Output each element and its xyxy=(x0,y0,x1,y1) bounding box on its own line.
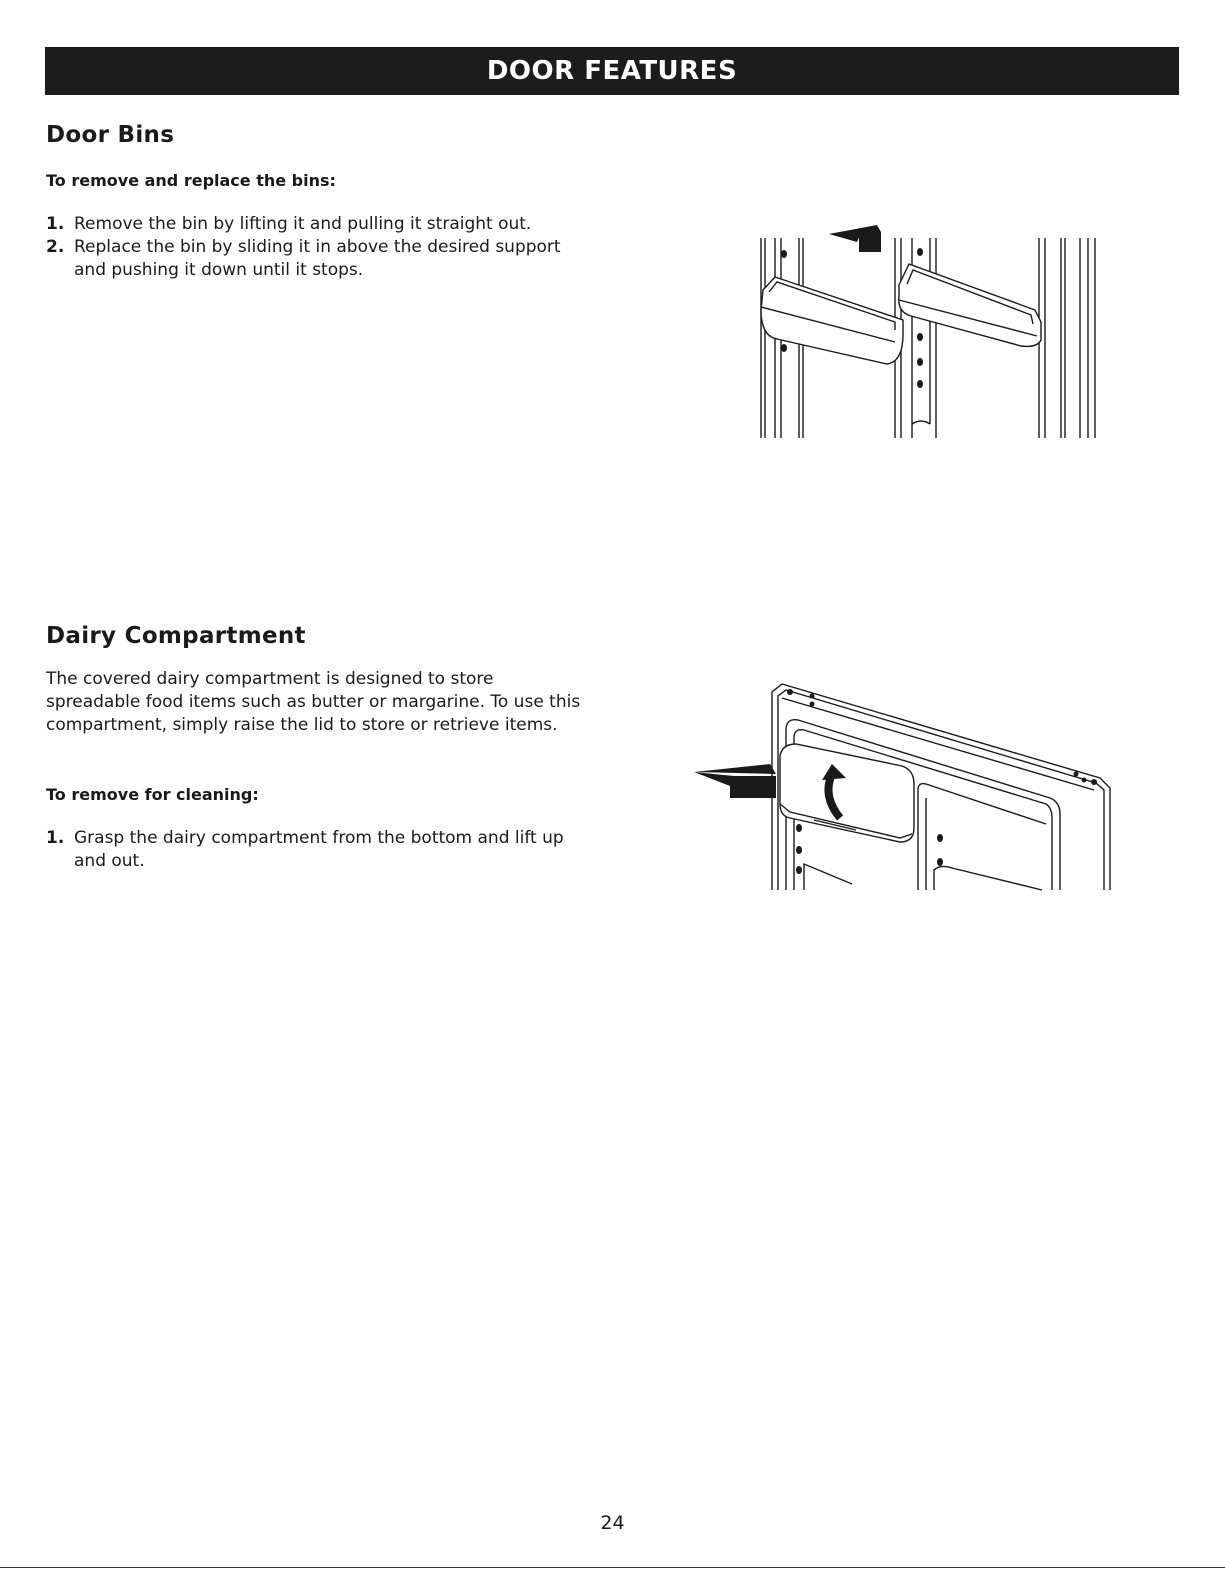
step-number: 2. xyxy=(46,237,65,257)
step-number: 1. xyxy=(46,214,65,234)
step-text: Remove the bin by lifting it and pulling it straight out. xyxy=(74,214,532,234)
dairy-paragraph: The covered dairy compartment is designed to store spreadable food items such as butter or margarine. To use this compartment, simply raise the lid to store or retrieve items. xyxy=(46,669,581,735)
door-bins-heading: Door Bins xyxy=(46,122,175,148)
list-item xyxy=(46,213,591,236)
step-text: Replace the bin by sliding it in above the desired support and pushing it down until it stops. xyxy=(74,237,561,280)
dairy-steps xyxy=(46,827,591,873)
list-item xyxy=(46,236,591,282)
list-item xyxy=(46,827,591,873)
dairy-subheading: To remove for cleaning: xyxy=(46,785,259,804)
step-text: Grasp the dairy compartment from the bottom and lift up and out. xyxy=(74,828,564,871)
footer-rule xyxy=(0,1567,1225,1568)
dairy-heading: Dairy Compartment xyxy=(46,623,306,649)
dairy-compartment-illustration xyxy=(690,678,1120,893)
step-number: 1. xyxy=(46,828,65,848)
door-bins-steps xyxy=(46,213,591,282)
page-number: 24 xyxy=(600,1512,625,1534)
door-bins-illustration xyxy=(755,212,1105,442)
door-bins-subheading: To remove and replace the bins: xyxy=(46,171,336,190)
section-banner: DOOR FEATURES xyxy=(45,47,1179,95)
